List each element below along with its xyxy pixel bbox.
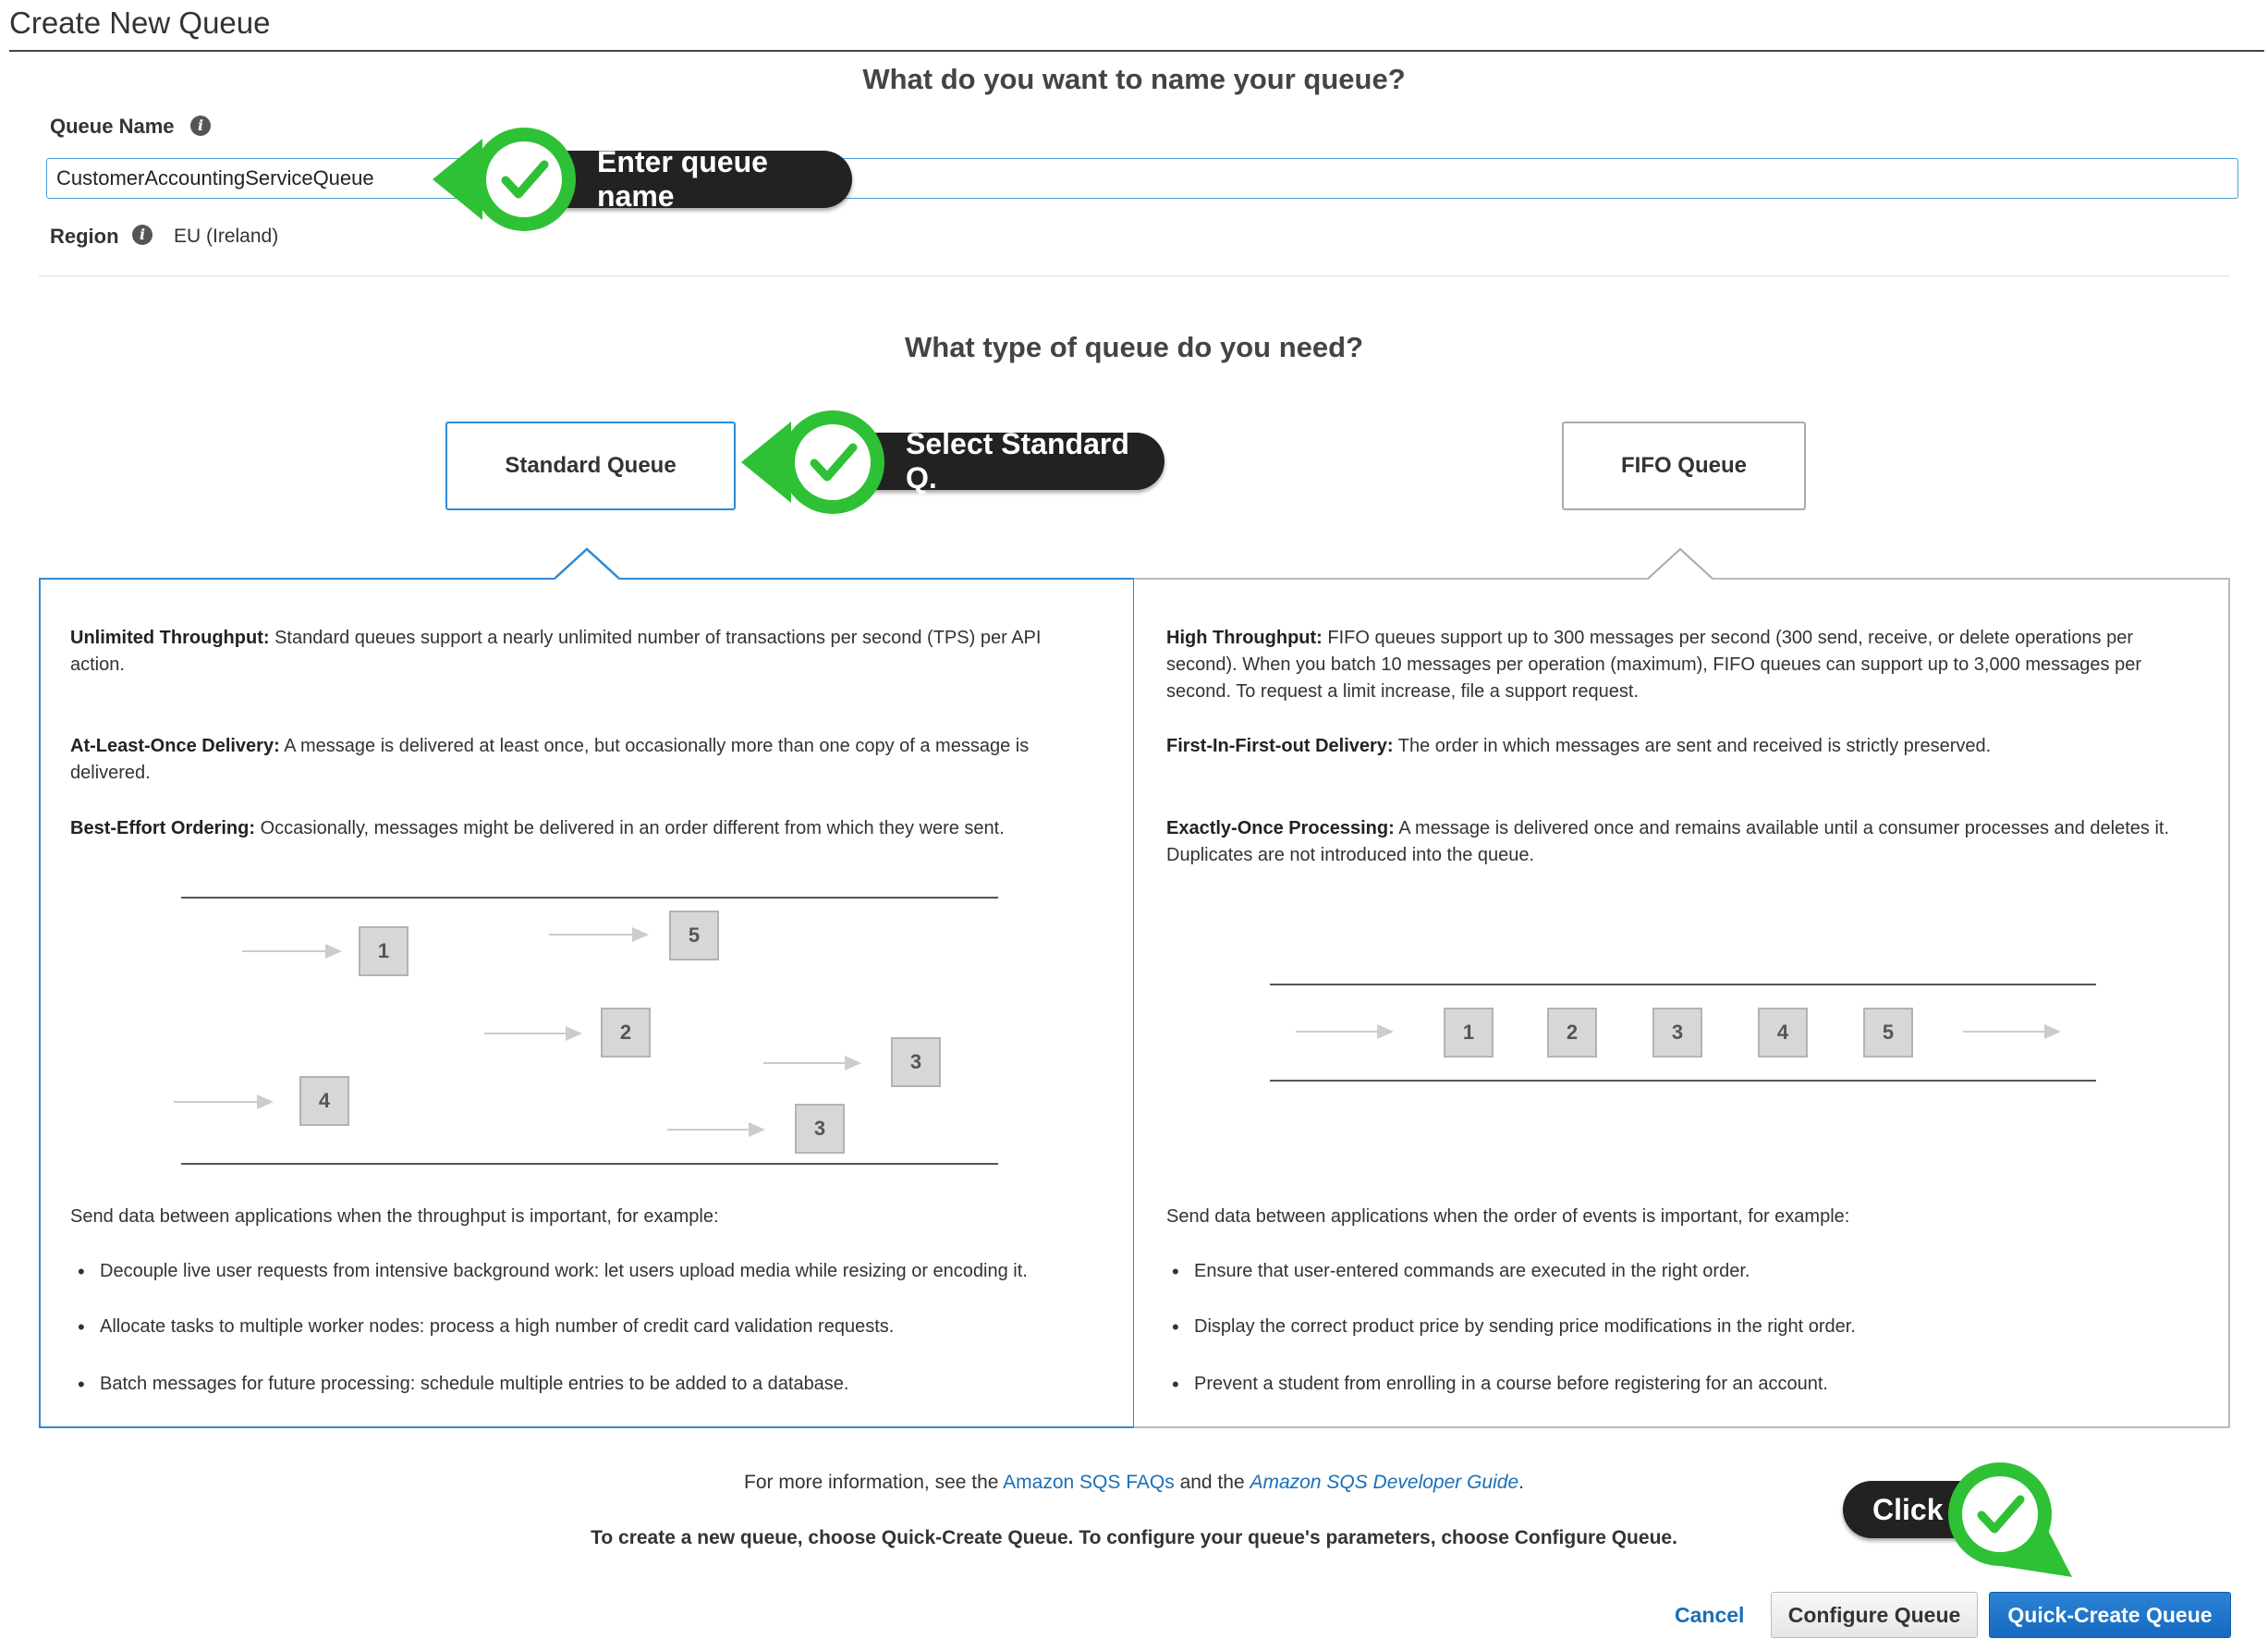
fifo-feature-processing: Exactly-Once Processing: A message is delivered once and remains available until a consumer processes and deletes it. Duplicates are not introduced into the queue.: [1166, 818, 2170, 865]
developer-guide-link[interactable]: Amazon SQS Developer Guide: [1250, 1472, 1519, 1493]
fifo-feature-throughput: High Throughput: FIFO queues support up to 300 messages per second (300 send, receive, or delete operations per second). When you batch 10 messages per operation (maximum), FIFO queues can support up to 3,000 messages per second. To request a limit increase, file a support request.: [1166, 628, 2141, 702]
callout-select-standard-label: Select Standard Q.: [850, 433, 1164, 490]
create-instruction: To create a new queue, choose Quick-Create Queue. To configure your queue's parameters, choose Configure Queue.: [591, 1527, 1677, 1548]
message-box: 1: [359, 926, 408, 976]
quick-create-queue-button[interactable]: Quick-Create Queue: [1989, 1592, 2231, 1638]
name-section-heading: What do you want to name your queue?: [862, 63, 1406, 95]
message-box: 3: [795, 1104, 845, 1154]
list-item: • Display the correct product price by sending price modifications in the right order.: [1194, 1316, 1856, 1338]
fifo-feature-delivery: First-In-First-out Delivery: The order in which messages are sent and received is strictly preserved.: [1166, 736, 1992, 756]
list-item: • Prevent a student from enrolling in a course before registering for an account.: [1194, 1374, 1828, 1395]
queue-name-info-icon[interactable]: i: [190, 116, 211, 136]
message-box: 2: [601, 1008, 651, 1058]
region-label: Region: [50, 225, 119, 248]
sqs-faq-link[interactable]: Amazon SQS FAQs: [1003, 1472, 1175, 1493]
configure-queue-button[interactable]: Configure Queue: [1771, 1592, 1978, 1638]
message-box: 4: [299, 1076, 349, 1126]
callout-click-label: Click: [1843, 1481, 2000, 1538]
region-value: EU (Ireland): [174, 226, 279, 247]
callout-click-badge: [1945, 1457, 2081, 1594]
callout-select-standard-badge: [739, 407, 898, 520]
region-info-icon[interactable]: i: [132, 225, 152, 245]
fifo-queue-button[interactable]: FIFO Queue: [1562, 422, 1806, 510]
dialog-title: Create New Queue: [9, 6, 271, 40]
message-box: 5: [669, 911, 719, 960]
standard-feature-delivery: At-Least-Once Delivery: A message is delivered at least once, but occasionally more than one copy of a message is delivered.: [70, 736, 1030, 783]
message-box: 1: [1444, 1008, 1494, 1058]
list-item: • Batch messages for future processing: schedule multiple entries to be added to a database.: [100, 1374, 849, 1395]
callout-enter-name-label: Enter queue name: [538, 151, 852, 208]
list-item: • Decouple live user requests from intensive background work: let users upload media while resizing or encoding it.: [100, 1261, 1028, 1282]
standard-feature-throughput: Unlimited Throughput: Standard queues support a nearly unlimited number of transactions per second (TPS) per API action.: [70, 628, 1042, 675]
queue-name-label: Queue Name: [50, 115, 175, 138]
standard-feature-ordering: Best-Effort Ordering: Occasionally, messages might be delivered in an order different from which they were sent.: [70, 818, 1005, 838]
message-box: 2: [1547, 1008, 1597, 1058]
callout-enter-name-badge: [431, 124, 590, 237]
standard-queue-button[interactable]: Standard Queue: [445, 422, 736, 510]
more-info-text: For more information, see the Amazon SQS FAQs and the Amazon SQS Developer Guide.: [744, 1472, 1524, 1493]
type-section-heading: What type of queue do you need?: [905, 331, 1363, 363]
message-box: 4: [1758, 1008, 1808, 1058]
list-item: • Ensure that user-entered commands are executed in the right order.: [1194, 1261, 1750, 1282]
fifo-usecase-intro: Send data between applications when the order of events is important, for example:: [1166, 1206, 1850, 1227]
standard-usecase-intro: Send data between applications when the throughput is important, for example:: [70, 1206, 719, 1227]
cancel-button[interactable]: Cancel: [1675, 1603, 1745, 1627]
message-box: 3: [891, 1037, 941, 1087]
list-item: • Allocate tasks to multiple worker nodes: process a high number of credit card validation requests.: [100, 1316, 894, 1338]
fifo-panel-pointer: [1648, 547, 1713, 581]
message-box: 5: [1863, 1008, 1913, 1058]
message-box: 3: [1652, 1008, 1702, 1058]
